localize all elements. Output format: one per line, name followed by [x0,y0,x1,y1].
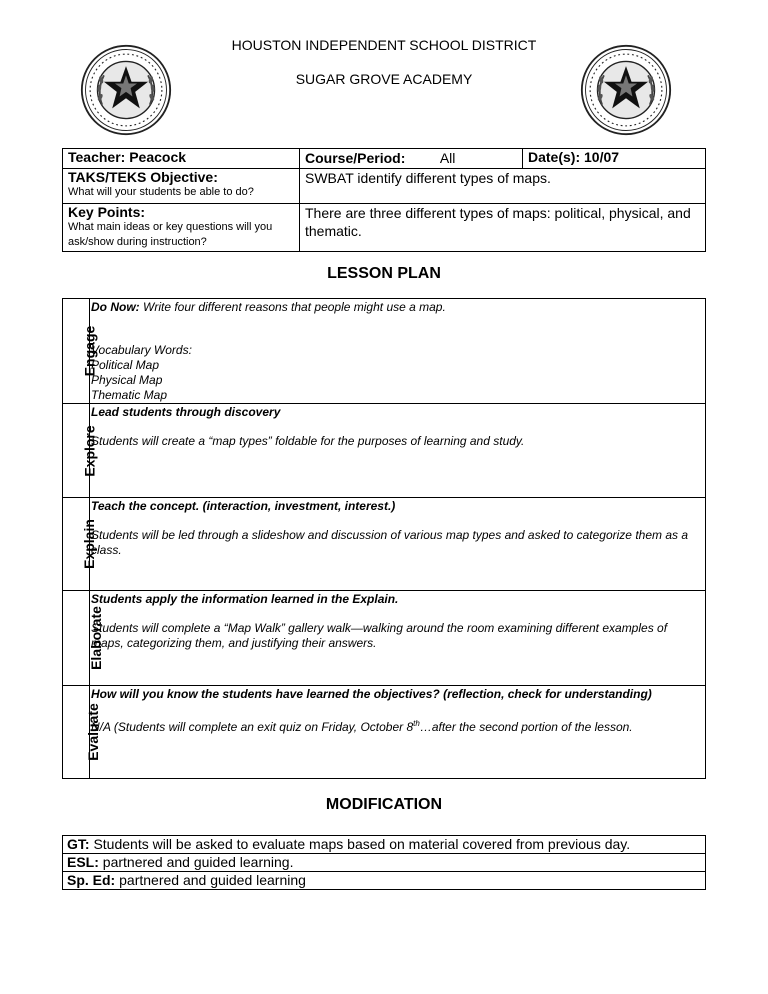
keypoints-cell [63,204,300,252]
mod-text: partnered and guided learning [115,872,306,888]
objective-prompt: What will your students be able to do? [68,186,254,198]
date-cell [523,149,706,169]
teacher-label: Teacher: Peacock [68,149,187,165]
modification-table [62,835,706,890]
course-cell [300,149,523,169]
teacher-cell [63,149,300,169]
mod-label: ESL: [67,854,99,870]
evaluate-heading: How will you know the students have learned the objectives? (reflection, check for understanding) [91,687,652,701]
lesson-plan-table [62,298,706,779]
phase-label-explore: Explore [81,424,98,477]
modification-row-sped [63,872,706,890]
modification-row-gt [63,836,706,854]
course-value: All [439,150,456,166]
hisd-seal-icon [80,44,172,136]
do-now-label: Do Now: [91,300,140,314]
explain-text: Students will be led through a slideshow and discussion of various map types and asked to categorize them as a class. [91,528,689,557]
mod-text: Students will be asked to evaluate maps based on material covered from previous day. [89,836,631,852]
explore-content [90,404,706,498]
mod-label: Sp. Ed: [67,872,116,888]
objective-value: SWBAT identify different types of maps. [305,170,551,186]
modification-title: MODIFICATION [325,796,443,813]
explore-heading: Lead students through discovery [91,405,281,419]
vocab-item: Physical Map [91,373,163,387]
phase-label-elaborate: Elaborate [87,606,104,670]
mod-label: GT: [67,836,90,852]
elaborate-text: Students will complete a “Map Walk” gallery walk—walking around the room examining different examples of maps, categorizing them, and justifying their answers. [91,621,668,650]
date-label: Date(s): 10/07 [528,149,620,165]
phase-row-explore [63,404,706,498]
phase-row-elaborate [63,591,706,686]
evaluate-content [90,686,706,779]
objective-cell [63,169,300,204]
phase-row-evaluate [63,686,706,779]
vocab-item: Political Map [91,358,160,372]
keypoints-value-cell [300,204,706,252]
phase-label-evaluate: Evaluate [84,703,101,761]
keypoints-label: Key Points: [68,204,146,220]
keypoints-value: There are three different types of maps: political, physical, and thematic. [305,205,691,239]
elaborate-content [87,591,706,686]
phase-row-explain [63,498,706,591]
course-label: Course/Period: [305,150,406,166]
objective-label: TAKS/TEKS Objective: [68,169,218,185]
mod-text: partnered and guided learning. [98,854,294,870]
lesson-plan-title: LESSON PLAN [327,265,441,282]
lesson-info-table [62,148,706,252]
district-title: HOUSTON INDEPENDENT SCHOOL DISTRICT [231,37,537,53]
evaluate-text: N/A (Students will complete an exit quiz on Friday, October 8th…after the second portion of the lesson. [91,719,633,734]
keypoints-prompt: What main ideas or key questions will you ask/show during instruction? [68,221,273,248]
phase-label-engage: Engage [81,325,98,377]
vocab-item: Thematic Map [91,388,168,402]
elaborate-heading: Students apply the information learned in the Explain. [91,592,399,606]
explain-heading: Teach the concept. (interaction, investment, interest.) [91,499,396,513]
explain-content [90,498,706,591]
objective-value-cell [300,169,706,204]
hisd-seal-icon-right [580,44,672,136]
do-now-text: Write four different reasons that people might use a map. [139,300,446,314]
modification-row-esl [63,854,706,872]
explore-text: Students will create a “map types” foldable for the purposes of learning and study. [91,434,525,448]
engage-content [90,299,706,404]
phase-row-engage [63,299,706,404]
school-title: SUGAR GROVE ACADEMY [295,71,473,87]
phase-label-explain: Explain [80,519,97,569]
vocab-title: Vocabulary Words: [91,343,192,357]
